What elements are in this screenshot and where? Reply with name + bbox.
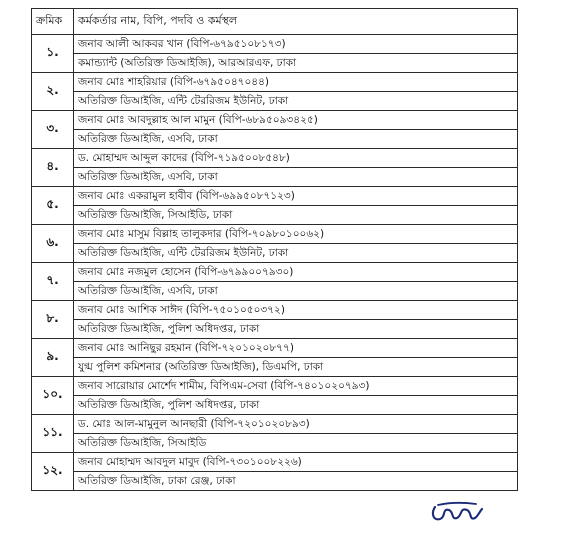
table-row xyxy=(32,149,518,187)
officer-name-bp: ড. মোঃ আল-মামুনুল আনছারী (বিপি-৭২০১০২০৮৯৩) xyxy=(74,415,517,434)
officer-designation-workplace: অতিরিক্ত ডিআইজি, এসবি, ঢাকা xyxy=(78,285,218,297)
officer-details xyxy=(74,187,518,225)
officer-name-bp: জনাব মোঃ আশিক সাঈদ (বিপি-৭৫০১০৫০৩৭২) xyxy=(74,301,517,320)
officer-designation-workplace: অতিরিক্ত ডিআইজি, সিআইডি xyxy=(78,437,207,449)
serial-number: ১. xyxy=(32,35,74,73)
serial-number: ৯. xyxy=(32,339,74,377)
officer-designation-workplace: অতিরিক্ত ডিআইজি, পুলিশ অধিদপ্তর, ঢাকা xyxy=(78,399,260,411)
officer-details xyxy=(74,377,518,415)
officer-details xyxy=(74,301,518,339)
officer-list-table xyxy=(31,8,518,491)
officer-rows xyxy=(32,35,518,491)
table-row xyxy=(32,111,518,149)
serial-number: ১০. xyxy=(32,377,74,415)
table-row xyxy=(32,225,518,263)
officer-name-bp: জনাব মোঃ আবদুল্লাহ আল মামুন (বিপি-৬৮৯৫০৯৩৪২৫) xyxy=(74,111,517,130)
officer-name-bp: জনাব সারোয়ার মোর্শেদ শামীম, বিপিএম-সেবা (বিপি-৭৪০১০২০৭৯৩) xyxy=(74,377,517,396)
officer-designation-workplace: কমান্ড্যান্ট (অতিরিক্ত ডিআইজি), আরআরএফ, ঢাকা xyxy=(78,57,297,69)
officer-name-bp: জনাব মোঃ মাসুম বিল্লাহ তালুকদার (বিপি-৭০৯৮০১০০৬২) xyxy=(74,225,517,244)
officer-designation-workplace: অতিরিক্ত ডিআইজি, এন্টি টেররিজম ইউনিট, ঢাকা xyxy=(78,95,289,107)
serial-number: ১১. xyxy=(32,415,74,453)
officer-name-bp: জনাব মোঃ আনিছুর রহমান (বিপি-৭২০১০২০৮৭৭) xyxy=(74,339,517,358)
serial-number: ৫. xyxy=(32,187,74,225)
serial-number: ৭. xyxy=(32,263,74,301)
table-row xyxy=(32,415,518,453)
handwritten-signature xyxy=(429,497,485,527)
table-row xyxy=(32,187,518,225)
officer-details xyxy=(74,225,518,263)
table-row xyxy=(32,35,518,73)
officer-designation-workplace: অতিরিক্ত ডিআইজি, ঢাকা রেঞ্জ, ঢাকা xyxy=(78,475,236,487)
table-row xyxy=(32,263,518,301)
officer-name-bp: জনাব মোহাম্মদ আবদুল মাবুদ (বিপি-৭৩০১০০৮২২৬) xyxy=(74,453,517,472)
officer-name-bp: জনাব মোঃ শাহরিয়ার (বিপি-৬৭৯৫০৪৭০৪৪) xyxy=(74,73,517,92)
officer-details xyxy=(74,35,518,73)
officer-details xyxy=(74,453,518,491)
officer-designation-workplace: অতিরিক্ত ডিআইজি, পুলিশ অধিদপ্তর, ঢাকা xyxy=(78,323,260,335)
officer-details xyxy=(74,263,518,301)
table-row xyxy=(32,73,518,111)
table-header-row xyxy=(32,9,518,35)
officer-name-bp: জনাব মোঃ একরামুল হাবীব (বিপি-৬৯৯৫০৮৭১২৩) xyxy=(74,187,517,206)
details-column-header: কর্মকর্তার নাম, বিপি, পদবি ও কর্মস্থল xyxy=(74,9,518,35)
officer-details xyxy=(74,149,518,187)
officer-details xyxy=(74,111,518,149)
serial-number: ২. xyxy=(32,73,74,111)
officer-designation-workplace: অতিরিক্ত ডিআইজি, সিআইডি, ঢাকা xyxy=(78,209,233,221)
officer-designation-workplace: যুগ্ম পুলিশ কমিশনার (অতিরিক্ত ডিআইজি), ডিএমপি, ঢাকা xyxy=(78,361,324,373)
serial-number: ৪. xyxy=(32,149,74,187)
officer-name-bp: ড. মোহাম্মদ আব্দুল কাদের (বিপি-৭১৯৫০০৮৫৪৮) xyxy=(74,149,517,168)
serial-number: ৮. xyxy=(32,301,74,339)
table-row xyxy=(32,301,518,339)
officer-designation-workplace: অতিরিক্ত ডিআইজি, এসবি, ঢাকা xyxy=(78,171,218,183)
serial-number: ৩. xyxy=(32,111,74,149)
table-row xyxy=(32,377,518,415)
table-row xyxy=(32,339,518,377)
officer-designation-workplace: অতিরিক্ত ডিআইজি, এসবি, ঢাকা xyxy=(78,133,218,145)
officer-designation-workplace: অতিরিক্ত ডিআইজি, এন্টি টেররিজম ইউনিট, ঢাকা xyxy=(78,247,289,259)
serial-number: ১২. xyxy=(32,453,74,491)
officer-name-bp: জনাব মোঃ নজমুল হোসেন (বিপি-৬৭৯৯০০৭৯৩০) xyxy=(74,263,517,282)
officer-details xyxy=(74,415,518,453)
officer-details xyxy=(74,73,518,111)
serial-column-header: ক্রমিক xyxy=(32,9,74,35)
table-row xyxy=(32,453,518,491)
officer-name-bp: জনাব আলী আকবর খান (বিপি-৬৭৯৫১০৮১৭৩) xyxy=(74,35,517,54)
officer-details xyxy=(74,339,518,377)
serial-number: ৬. xyxy=(32,225,74,263)
